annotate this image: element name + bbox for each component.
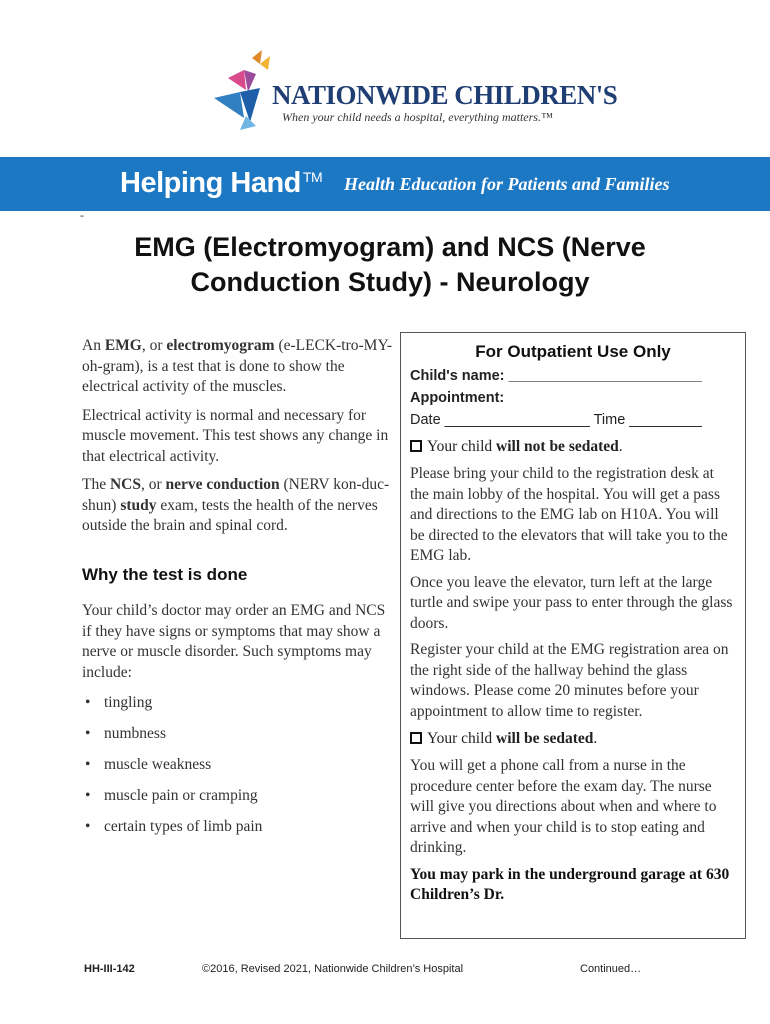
childs-name-field[interactable]: Child's name: ________________________ xyxy=(410,368,703,384)
text: , or xyxy=(141,476,166,493)
hospital-logo xyxy=(210,48,618,133)
text: . xyxy=(593,730,598,747)
butterfly-icon xyxy=(210,48,280,133)
section-heading: Why the test is done xyxy=(82,564,248,584)
study-term: study xyxy=(120,496,157,514)
reason-paragraph: Your child’s doctor may order an EMG and NCS if they have signs or symptoms that may show a nerve or muscle disorder. Such symptoms may include: xyxy=(82,602,386,681)
text: (NERV kon-duc-shun) xyxy=(82,476,390,514)
banner-title xyxy=(120,167,322,200)
logo-tagline: When your child needs a hospital, everything matters.™ xyxy=(282,110,553,124)
text: exam, tests the health of the nerves outside the brain and spinal cord. xyxy=(82,496,378,534)
copyright-text: ©2016, Revised 2021, Nationwide Children’s Hospital xyxy=(202,963,464,975)
list-item xyxy=(82,693,394,714)
list-item xyxy=(82,755,394,776)
list-item-text: muscle pain or cramping xyxy=(104,787,258,804)
text: Your child xyxy=(427,438,497,455)
list-item-text: certain types of limb pain xyxy=(104,818,263,835)
box-heading: For Outpatient Use Only xyxy=(475,342,671,361)
appointment-label: Appointment: xyxy=(410,390,505,406)
list-item xyxy=(82,817,394,838)
phone-call-paragraph: You will get a phone call from a nurse in the procedure center before the exam day. The nurse will give you directions about when and where to arrive and when your child is to stop eating and drinking. xyxy=(410,757,717,856)
text: Your child xyxy=(427,730,497,747)
emg-term: EMG xyxy=(104,337,142,354)
text: The xyxy=(82,476,110,493)
continued-text: Continued… xyxy=(580,963,642,975)
registration-paragraph: Please bring your child to the registration desk at the main lobby of the hospital. You will get a pass and directions to the EMG lab on H10A. You will be directed to the elevators that will take you to the EMG lab. xyxy=(410,465,728,564)
list-item-text: tingling xyxy=(104,694,153,711)
text: An xyxy=(82,337,105,354)
bullet-icon: • xyxy=(85,818,91,835)
elevator-paragraph: Once you leave the elevator, turn left at the large turtle and swipe your pass to enter through the glass doors. xyxy=(410,573,733,632)
banner-title-text: Helping Hand xyxy=(120,167,301,199)
nerve-conduction-term: nerve conduction xyxy=(165,476,280,493)
register-paragraph: Register your child at the EMG registration area on the right side of the hallway behind the glass windows. Please come 20 minutes before your appointment to allow time to register. xyxy=(410,641,729,720)
logo-name: NATIONWIDE CHILDREN'S xyxy=(272,80,618,110)
electromyogram-term: electromyogram xyxy=(166,337,275,354)
symptom-list xyxy=(82,693,394,838)
sedated-option xyxy=(410,730,736,748)
text: . xyxy=(618,438,623,455)
not-sedated-option xyxy=(410,438,736,456)
left-column xyxy=(82,336,394,848)
not-sedated-text: will not be sedated xyxy=(496,438,619,455)
outpatient-box xyxy=(400,332,746,939)
ncs-term: NCS xyxy=(109,476,141,493)
bullet-icon: • xyxy=(85,694,91,711)
helping-hand-banner xyxy=(0,157,770,211)
sedated-text: will be sedated xyxy=(496,730,594,747)
checkbox-icon[interactable] xyxy=(410,732,422,744)
list-item xyxy=(82,786,394,807)
bullet-icon: • xyxy=(85,787,91,804)
list-item-text: muscle weakness xyxy=(104,756,212,773)
document-title: EMG (Electromyogram) and NCS (Nerve Conduction Study) - Neurology xyxy=(134,232,646,297)
dash-mark: - xyxy=(80,208,84,222)
ncs-paragraph xyxy=(82,475,394,537)
document-code: HH-III-142 xyxy=(84,963,135,975)
parking-note: You may park in the underground garage at 630 Children’s Dr. xyxy=(410,865,730,903)
list-item xyxy=(82,724,394,745)
text: , or xyxy=(141,337,167,354)
text: (e-LECK-tro-MY-oh-gram), is a test that is done to show the electrical activity of the muscles. xyxy=(82,337,393,395)
trademark-mark: TM xyxy=(302,169,323,185)
checkbox-icon[interactable] xyxy=(410,440,422,452)
electrical-activity-paragraph: Electrical activity is normal and necessary for muscle movement. This test shows any change in that electrical activity. xyxy=(82,406,389,465)
date-time-field[interactable]: Date __________________ Time _________ xyxy=(410,412,702,428)
bullet-icon: • xyxy=(85,725,91,742)
intro-paragraph xyxy=(82,336,394,398)
bullet-icon: • xyxy=(85,756,91,773)
banner-subtitle: Health Education for Patients and Families xyxy=(344,174,670,194)
list-item-text: numbness xyxy=(104,725,166,742)
